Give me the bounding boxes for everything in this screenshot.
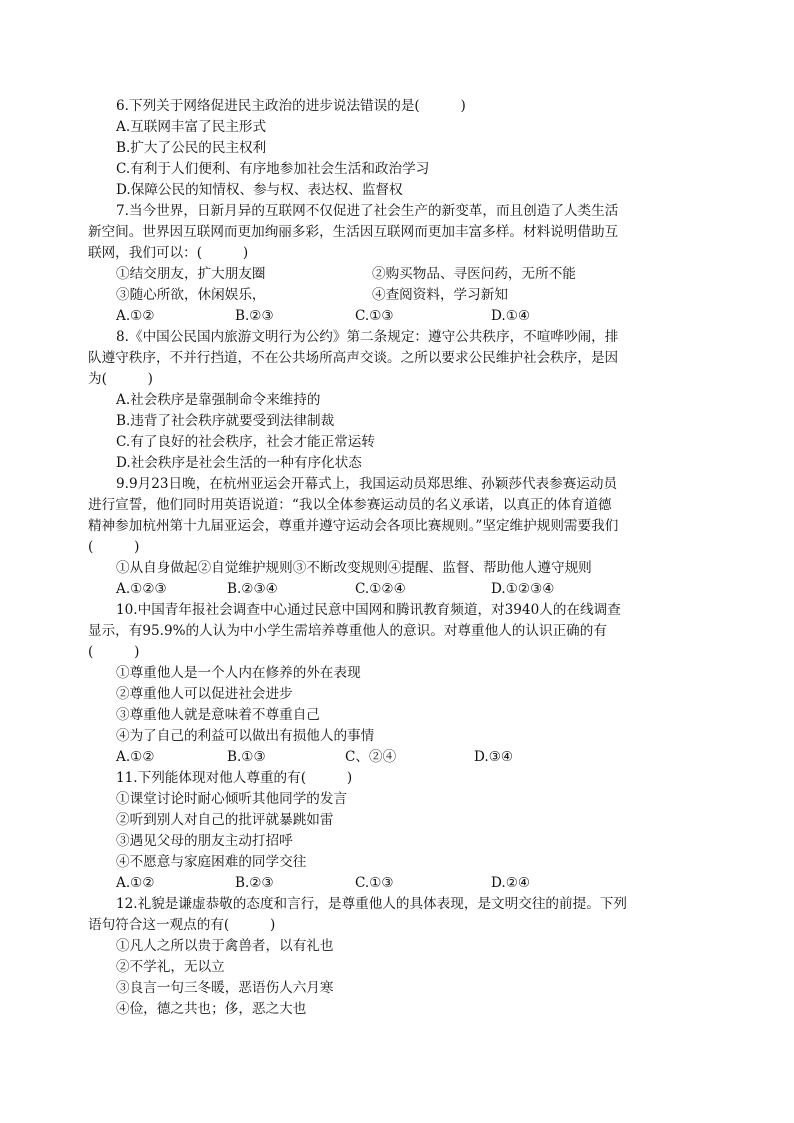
- question-9-stem-line-1: 9.9月23日晚，在杭州亚运会开幕式上，我国运动员郑思维、孙颖莎代表参赛运动员: [116, 476, 618, 492]
- question-10-choice-a: A.①②: [116, 749, 155, 765]
- question-9-choice-d: D.①②③④: [491, 581, 555, 597]
- question-10-item-1: ①尊重他人是一个人内在修养的外在表现: [116, 665, 361, 681]
- question-6-stem: 6.下列关于网络促进民主政治的进步说法错误的是( ): [116, 98, 466, 114]
- question-11-item-3: ③遇见父母的朋友主动打招呼: [116, 833, 293, 849]
- question-7-stem-line-1: 7.当今世界，日新月异的互联网不仅促进了社会生产的新变革，而且创造了人类生活: [116, 203, 619, 219]
- question-8-stem-line-2: 队遵守秩序，不并行挡道，不在公共场所高声交谈。之所以要求公民维护社会秩序，是因: [88, 350, 619, 366]
- question-9-stem-line-2: 进行宣誓，他们同时用英语说道：“我以全体参赛运动员的名义承诺，以真正的体育道德: [88, 497, 612, 513]
- question-7-choice-c: C.①③: [355, 308, 394, 324]
- question-11-item-1: ①课堂讨论时耐心倾听其他同学的发言: [116, 791, 348, 807]
- question-10-stem-line-3: ( ): [88, 644, 140, 660]
- question-11-choice-d: D.②④: [491, 875, 531, 891]
- question-9-choice-a: A.①②③: [116, 581, 167, 597]
- question-10-stem-line-1: 10.中国青年报社会调查中心通过民意中国网和腾讯教育频道，对3940人的在线调查: [116, 602, 621, 618]
- question-12-item-4: ④俭，德之共也；侈，恶之大也: [116, 1001, 307, 1017]
- question-7-choice-a: A.①②: [116, 308, 155, 324]
- question-6-option-b: B.扩大了公民的民主权利: [116, 140, 267, 156]
- question-7-item-1: ①结交朋友，扩大朋友圈: [116, 266, 266, 282]
- question-8-option-a: A.社会秩序是靠强制命令来维持的: [116, 392, 321, 408]
- question-6-option-a: A.互联网丰富了民主形式: [116, 119, 267, 135]
- question-8-option-c: C.有了良好的社会秩序，社会才能正常运转: [116, 434, 375, 450]
- question-11-choice-a: A.①②: [116, 875, 155, 891]
- question-9-choice-b: B.②③④: [227, 581, 278, 597]
- question-7-stem-line-2: 新空间。世界因互联网而更加绚丽多彩，生活因互联网而更加丰富多样。材料说明借助互: [88, 224, 619, 240]
- question-6-option-d: D.保障公民的知情权、参与权、表达权、监督权: [116, 182, 403, 198]
- question-8-stem-line-3: 为( ): [88, 371, 153, 387]
- question-7-item-2: ②购买物品、寻医问药，无所不能: [372, 266, 576, 282]
- question-11-item-2: ②听到别人对自己的批评就暴跳如雷: [116, 812, 334, 828]
- question-10-choice-b: B.①③: [227, 749, 266, 765]
- question-9-stem-line-3: 精神参加杭州第十九届亚运会，尊重并遵守运动会各项比赛规则。”坚定维护规则需要我们: [88, 518, 619, 534]
- question-12-item-2: ②不学礼，无以立: [116, 959, 225, 975]
- question-9-items: ①从自身做起②自觉维护规则③不断改变规则④提醒、监督、帮助他人遵守规则: [116, 560, 592, 576]
- question-11-choice-c: C.①③: [355, 875, 394, 891]
- question-10-item-4: ④为了自己的利益可以做出有损他人的事情: [116, 728, 375, 744]
- question-10-choice-d: D.③④: [474, 749, 514, 765]
- question-7-stem-line-3: 联网，我们可以：( ): [88, 245, 249, 261]
- question-8-stem-line-1: 8.《中国公民国内旅游文明行为公约》第二条规定：遵守公共秩序，不喧哗吵闹，排: [116, 329, 619, 345]
- question-7-item-4: ④查阅资料，学习新知: [372, 287, 508, 303]
- question-12-stem-line-2: 语句符合这一观点的有( ): [88, 917, 276, 933]
- question-8-option-d: D.社会秩序是社会生活的一种有序化状态: [116, 455, 362, 471]
- question-6-option-c: C.有利于人们便利、有序地参加社会生活和政治学习: [116, 161, 430, 177]
- question-7-choice-d: D.①④: [491, 308, 531, 324]
- question-12-stem-line-1: 12.礼貌是谦虚恭敬的态度和言行，是尊重他人的具体表现，是文明交往的前提。下列: [116, 896, 627, 912]
- question-9-choice-c: C.①②④: [355, 581, 406, 597]
- question-10-item-2: ②尊重他人可以促进社会进步: [116, 686, 293, 702]
- question-7-choice-b: B.②③: [235, 308, 274, 324]
- question-10-stem-line-2: 显示，有95.9%的人认为中小学生需培养尊重他人的意识。对尊重他人的认识正确的有: [88, 623, 607, 639]
- question-12-item-3: ③良言一句三冬暖，恶语伤人六月寒: [116, 980, 334, 996]
- question-7-item-3: ③随心所欲，休闲娱乐，: [116, 287, 266, 303]
- question-12-item-1: ①凡人之所以贵于禽兽者，以有礼也: [116, 938, 334, 954]
- question-8-option-b: B.违背了社会秩序就要受到法律制裁: [116, 413, 335, 429]
- question-11-choice-b: B.②③: [235, 875, 274, 891]
- question-10-item-3: ③尊重他人就是意味着不尊重自己: [116, 707, 320, 723]
- question-11-item-4: ④不愿意与家庭困难的同学交往: [116, 854, 307, 870]
- question-9-stem-line-4: ( ): [88, 539, 140, 555]
- question-11-stem: 11.下列能体现对他人尊重的有( ): [116, 770, 353, 786]
- question-10-choice-c: C、②④: [345, 749, 397, 765]
